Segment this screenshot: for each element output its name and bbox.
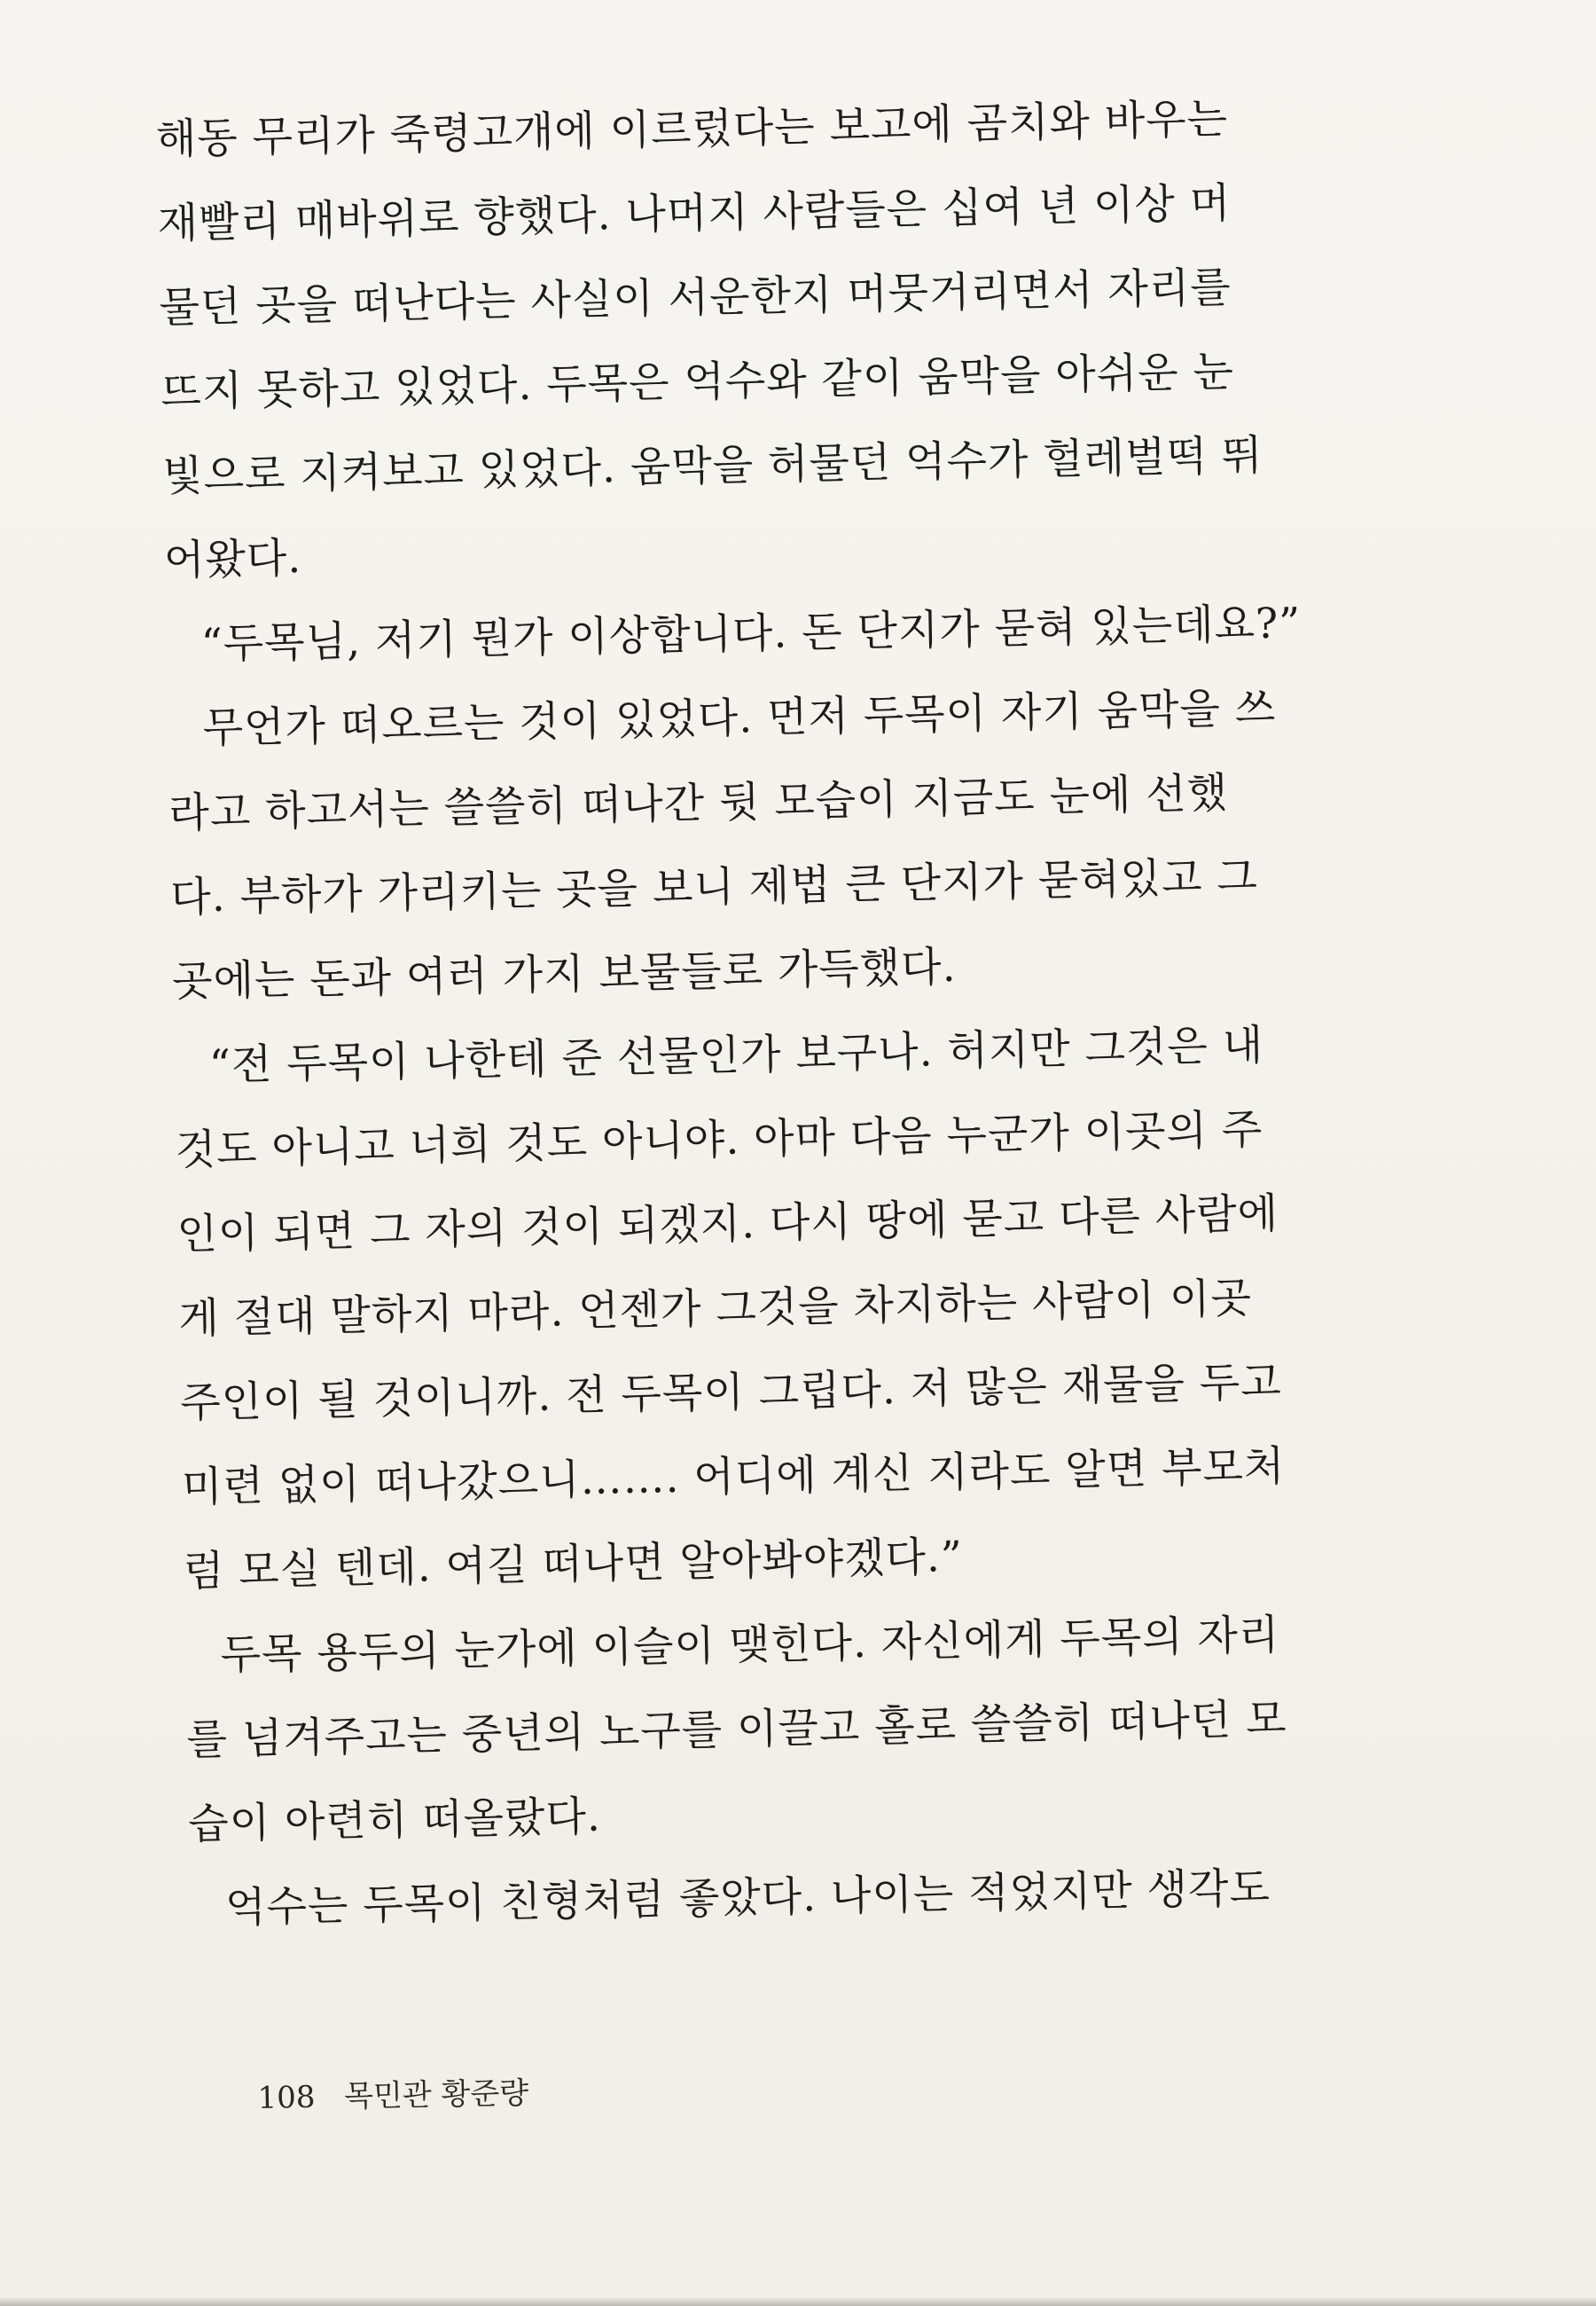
running-footer <box>257 2068 528 2117</box>
text-line: 를 넘겨주고는 중년의 노구를 이끌고 홀로 쓸쓸히 떠나던 모 <box>186 1694 1288 1765</box>
text-line: 재빨리 매바위로 향했다. 나머지 사람들은 십여 년 이상 머 <box>157 178 1232 248</box>
text-line: 곳에는 돈과 여러 가지 보물들로 가득했다. <box>171 942 957 1007</box>
text-line: 해동 무리가 죽령고개에 이르렀다는 보고에 곰치와 바우는 <box>155 94 1229 164</box>
text-line: 미련 없이 떠나갔으니……. 어디에 계신 지라도 알면 부모처 <box>181 1441 1286 1512</box>
text-line: “두목님, 저기 뭔가 이상합니다. 돈 단지가 묻혀 있는데요?” <box>200 599 1302 670</box>
text-line: 인이 되면 그 자의 것이 되겠지. 다시 땅에 묻고 다른 사람에 <box>176 1188 1279 1259</box>
text-line: 빛으로 지켜보고 있었다. 움막을 허물던 억수가 헐레벌떡 뛰 <box>161 431 1264 501</box>
text-line: 습이 아련히 떠올랐다. <box>187 1792 602 1849</box>
book-title: 목민관 황준량 <box>343 2075 529 2115</box>
text-line: 어왔다. <box>163 533 302 585</box>
text-line: 라고 하고서는 쓸쓸히 떠나간 뒷 모습이 지금도 눈에 선했 <box>168 768 1229 838</box>
text-line: 럼 모실 텐데. 여길 떠나면 알아봐야겠다.” <box>183 1532 964 1596</box>
text-line: 주인이 될 것이니까. 전 두목이 그립다. 저 많은 재물을 두고 <box>179 1357 1283 1428</box>
text-line: “전 두목이 나한테 준 선물인가 보구나. 허지만 그것은 내 <box>208 1021 1264 1091</box>
text-line: 것도 아니고 너희 것도 아니야. 아마 다음 누군가 이곳의 주 <box>175 1105 1264 1175</box>
body-text <box>155 73 1494 1951</box>
text-line: 두목 용두의 눈가에 이슬이 맺힌다. 자신에게 두목의 자리 <box>220 1610 1280 1680</box>
text-line: 게 절대 말하지 마라. 언젠가 그것을 차지하는 사람이 이곳 <box>177 1274 1253 1344</box>
text-line: 뜨지 못하고 있었다. 두목은 억수와 같이 움막을 아쉬운 눈 <box>160 347 1235 417</box>
text-line: 억수는 두목이 친형처럼 좋았다. 나이는 적었지만 생각도 <box>224 1863 1271 1933</box>
page-number: 108 <box>257 2079 316 2116</box>
text-line: 다. 부하가 가리키는 곳을 보니 제법 큰 단지가 묻혀있고 그 <box>169 852 1259 922</box>
scan-edge-shadow <box>0 2297 1596 2306</box>
text-line: 물던 곳을 떠난다는 사실이 서운한지 머뭇거리면서 자리를 <box>159 263 1232 333</box>
text-line: 무언가 떠오르는 것이 있었다. 먼저 두목이 자기 움막을 쓰 <box>202 683 1277 754</box>
